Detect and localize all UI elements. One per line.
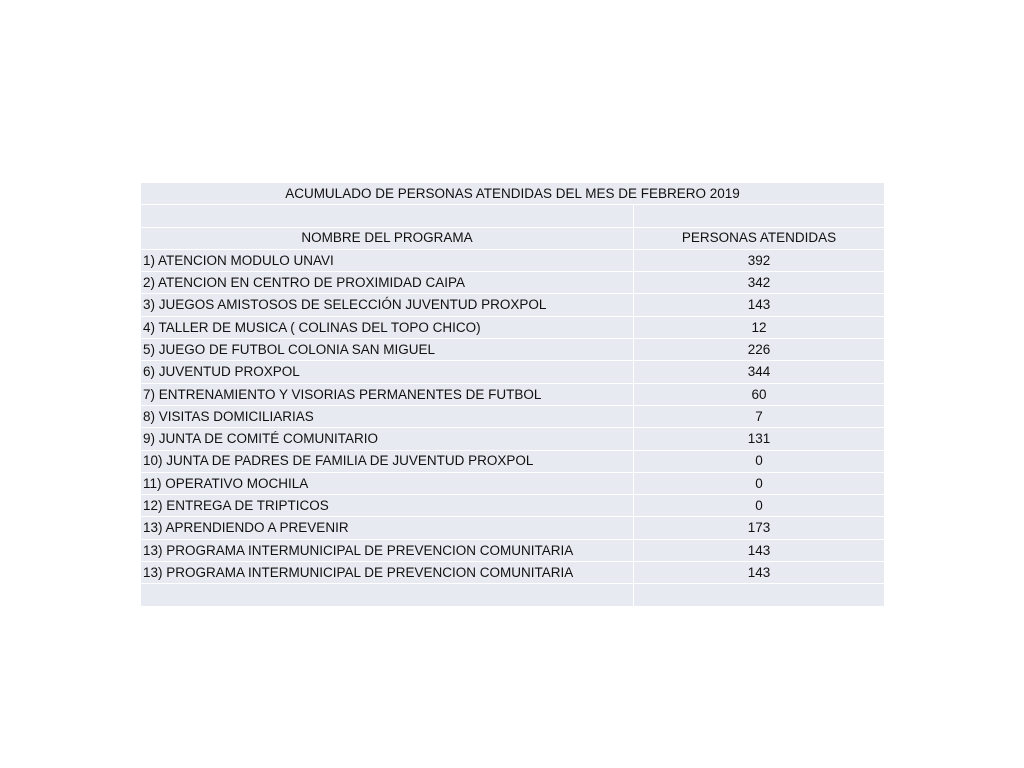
program-name: 13) APRENDIENDO A PREVENIR — [141, 517, 634, 539]
attendance-count: 7 — [634, 405, 885, 427]
table-row — [141, 316, 885, 338]
title-row — [141, 183, 885, 205]
spacer-row — [141, 584, 885, 606]
table-row — [141, 405, 885, 427]
attendance-count: 143 — [634, 539, 885, 561]
attendance-count: 143 — [634, 294, 885, 316]
attendance-count: 173 — [634, 517, 885, 539]
attendance-count: 344 — [634, 361, 885, 383]
program-name: 4) TALLER DE MUSICA ( COLINAS DEL TOPO CHICO) — [141, 316, 634, 338]
attendance-count: 12 — [634, 316, 885, 338]
table-row — [141, 294, 885, 316]
program-name: 7) ENTRENAMIENTO Y VISORIAS PERMANENTES DE FUTBOL — [141, 383, 634, 405]
column-header-program: NOMBRE DEL PROGRAMA — [141, 227, 634, 249]
table-row — [141, 339, 885, 361]
table-row — [141, 383, 885, 405]
attendance-count: 392 — [634, 249, 885, 271]
header-row — [141, 227, 885, 249]
spacer-row — [141, 205, 885, 227]
column-header-count: PERSONAS ATENDIDAS — [634, 227, 885, 249]
table-row — [141, 272, 885, 294]
empty-cell — [634, 205, 885, 227]
empty-cell — [141, 584, 634, 606]
program-name: 2) ATENCION EN CENTRO DE PROXIMIDAD CAIPA — [141, 272, 634, 294]
attendance-count: 143 — [634, 562, 885, 584]
table-row — [141, 361, 885, 383]
table-row — [141, 249, 885, 271]
attendance-count: 342 — [634, 272, 885, 294]
attendance-count: 0 — [634, 450, 885, 472]
program-name: 3) JUEGOS AMISTOSOS DE SELECCIÓN JUVENTUD PROXPOL — [141, 294, 634, 316]
program-name: 6) JUVENTUD PROXPOL — [141, 361, 634, 383]
empty-cell — [141, 205, 634, 227]
table-row — [141, 428, 885, 450]
program-name: 5) JUEGO DE FUTBOL COLONIA SAN MIGUEL — [141, 339, 634, 361]
table-title: ACUMULADO DE PERSONAS ATENDIDAS DEL MES DE FEBRERO 2019 — [141, 183, 885, 205]
program-name: 12) ENTREGA DE TRIPTICOS — [141, 495, 634, 517]
program-name: 11) OPERATIVO MOCHILA — [141, 472, 634, 494]
attendance-count: 0 — [634, 495, 885, 517]
program-name: 13) PROGRAMA INTERMUNICIPAL DE PREVENCION COMUNITARIA — [141, 539, 634, 561]
table-row — [141, 562, 885, 584]
attendance-count: 60 — [634, 383, 885, 405]
table-row — [141, 450, 885, 472]
program-name: 13) PROGRAMA INTERMUNICIPAL DE PREVENCION COMUNITARIA — [141, 562, 634, 584]
attendance-table — [140, 182, 885, 607]
attendance-count: 131 — [634, 428, 885, 450]
table-body — [141, 183, 885, 607]
table-row — [141, 472, 885, 494]
table-row — [141, 539, 885, 561]
program-name: 8) VISITAS DOMICILIARIAS — [141, 405, 634, 427]
table-row — [141, 495, 885, 517]
attendance-count: 226 — [634, 339, 885, 361]
program-name: 1) ATENCION MODULO UNAVI — [141, 249, 634, 271]
empty-cell — [634, 584, 885, 606]
program-name: 9) JUNTA DE COMITÉ COMUNITARIO — [141, 428, 634, 450]
program-name: 10) JUNTA DE PADRES DE FAMILIA DE JUVENTUD PROXPOL — [141, 450, 634, 472]
attendance-count: 0 — [634, 472, 885, 494]
table-row — [141, 517, 885, 539]
